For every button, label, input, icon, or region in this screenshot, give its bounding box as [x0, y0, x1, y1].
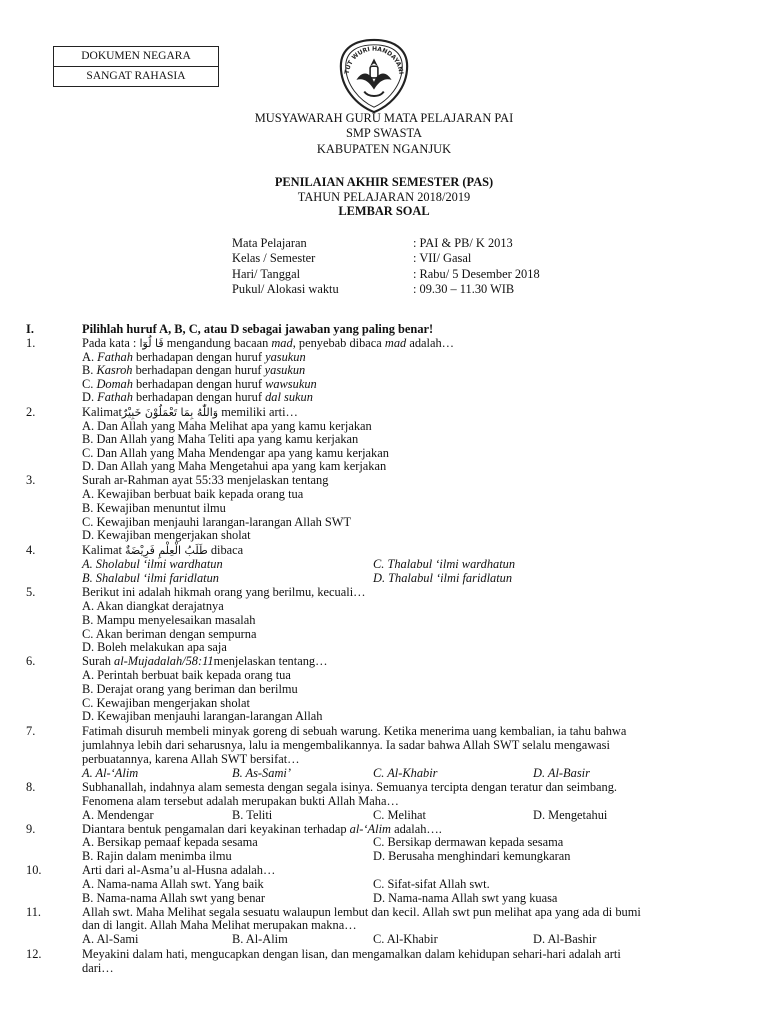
question-number: 10. [26, 863, 42, 877]
sheet-title: LEMBAR SOAL [338, 204, 430, 218]
question-text: Kalimat طَلَبُ الْعِلْمِ فَرِيْضَةٌ dibaca [82, 543, 244, 557]
section-number: I. [26, 322, 34, 336]
option-d: D. Dan Allah yang Maha Mengetahui apa yang kam kerjakan [82, 459, 387, 473]
option-c: C. Kewajiban mengerjakan sholat [82, 696, 250, 710]
question-text: Surah ar-Rahman ayat 55:33 menjelaskan tentang [82, 473, 329, 487]
info-row-date: Hari/ Tanggal : Rabu/ 5 Desember 2018 [232, 267, 540, 281]
option-c: C. Dan Allah yang Maha Mendengar apa yang kamu kerjakan [82, 446, 389, 460]
option-a: A. Mendengar [82, 808, 154, 822]
question-text-line: Fatimah disuruh membeli minyak goreng di sebuah warung. Ketika menerima uang kembalian, ia tahu bahwa [82, 724, 627, 738]
question-text: Surah al-Mujadalah/58:11menjelaskan tentang… [82, 654, 328, 668]
option-b: B. Dan Allah yang Maha Teliti apa yang kamu kerjakan [82, 432, 359, 446]
question-text-line: Fenomena alam tersebut adalah merupakan bukti Allah Maha… [82, 794, 399, 808]
option-d: D. Kewajiban menjauhi larangan-larangan Allah [82, 709, 323, 723]
info-row-time: Pukul/ Alokasi waktu : 09.30 – 11.30 WIB [232, 282, 515, 296]
tut-wuri-handayani-logo [335, 37, 413, 115]
option-c: C. Akan beriman dengan sempurna [82, 627, 257, 641]
question-text: Berikut ini adalah hikmah orang yang berilmu, kecuali… [82, 585, 366, 599]
section-title: Pilihlah huruf A, B, C, atau D sebagai jawaban yang paling benar! [82, 322, 434, 336]
info-row-subject: Mata Pelajaran : PAI & PB/ K 2013 [232, 236, 513, 250]
question-number: 7. [26, 724, 36, 738]
option-a: A. Sholabul ‘ilmi wardhatun [82, 557, 223, 571]
document-classification-box [53, 46, 219, 87]
option-c: C. Al-Khabir [373, 766, 438, 780]
option-c: C. Kewajiban menjauhi larangan-larangan Allah SWT [82, 515, 352, 529]
question-text: Pada kata : قَا لُوٓا mengandung bacaan mad, penyebab dibaca mad adalah… [82, 336, 455, 350]
option-b: B. Teliti [232, 808, 273, 822]
option-c: C. Sifat-sifat Allah swt. [373, 877, 490, 891]
option-c: C. Al-Khabir [373, 932, 438, 946]
question-text-line: dari… [82, 961, 114, 975]
question-number: 9. [26, 822, 36, 836]
question-number: 5. [26, 585, 36, 599]
option-a: A. Fathah berhadapan dengan huruf yasukun [82, 350, 306, 364]
option-c: C. Bersikap dermawan kepada sesama [373, 835, 564, 849]
svg-text:TUT WURI HANDAYANI: TUT WURI HANDAYANI [343, 45, 405, 75]
org-line-2: SMP SWASTA [345, 126, 422, 140]
doc-label-rahasia: SANGAT RAHASIA [54, 66, 218, 86]
option-a: A. Akan diangkat derajatnya [82, 599, 224, 613]
question-number: 3. [26, 473, 36, 487]
option-d: D. Thalabul ‘ilmi faridlatun [373, 571, 513, 585]
option-a: A. Al-Sami [82, 932, 139, 946]
option-b: B. As-Sami’ [232, 766, 291, 780]
option-a: A. Kewajiban berbuat baik kepada orang tua [82, 487, 304, 501]
option-a: A. Perintah berbuat baik kepada orang tua [82, 668, 291, 682]
org-line-1: MUSYAWARAH GURU MATA PELAJARAN PAI [254, 111, 514, 125]
option-b: B. Kewajiban menuntut ilmu [82, 501, 226, 515]
option-a: A. Nama-nama Allah swt. Yang baik [82, 877, 264, 891]
option-c: C. Thalabul ‘ilmi wardhatun [373, 557, 516, 571]
exam-year: TAHUN PELAJARAN 2018/2019 [297, 190, 471, 204]
question-text-line: Allah swt. Maha Melihat segala sesuatu walaupun lembut dan kecil. Allah swt pun melihat apa yang ada di bumi [82, 905, 641, 919]
option-d: D. Nama-nama Allah swt yang kuasa [373, 891, 558, 905]
option-b: B. Kasroh berhadapan dengan huruf yasukun [82, 363, 306, 377]
question-text: Kalimatوَاللّٰهُ بِمَا تَعْمَلُوْنَ خَبِيْرٌ memiliki arti… [82, 405, 298, 419]
question-number: 4. [26, 543, 36, 557]
option-a: A. Al-‘Alim [82, 766, 139, 780]
option-d: D. Boleh melakukan apa saja [82, 640, 227, 654]
question-text-line: perbuatannya, karena Allah SWT bersifat… [82, 752, 300, 766]
question-text: Arti dari al-Asma’u al-Husna adalah… [82, 863, 276, 877]
question-text-line: Subhanallah, indahnya alam semesta dengan segala isinya. Semuanya tercipta dengan teratur dan seimbang. [82, 780, 618, 794]
option-d: D. Al-Basir [533, 766, 590, 780]
option-b: B. Nama-nama Allah swt yang benar [82, 891, 266, 905]
option-d: D. Fathah berhadapan dengan huruf dal sukun [82, 390, 313, 404]
exam-title: PENILAIAN AKHIR SEMESTER (PAS) [274, 175, 494, 189]
question-text-line: Meyakini dalam hati, mengucapkan dengan lisan, dan mengamalkan dalam kehidupan sehari-hari adalah arti [82, 947, 621, 961]
option-a: A. Dan Allah yang Maha Melihat apa yang kamu kerjakan [82, 419, 372, 433]
question-number: 2. [26, 405, 36, 419]
question-number: 6. [26, 654, 36, 668]
option-d: D. Berusaha menghindari kemungkaran [373, 849, 571, 863]
option-a: A. Bersikap pemaaf kepada sesama [82, 835, 258, 849]
option-b: B. Rajin dalam menimba ilmu [82, 849, 232, 863]
option-c: C. Domah berhadapan dengan huruf wawsukun [82, 377, 317, 391]
question-text-line: dan di langit. Allah Maha Melihat merupakan makna… [82, 918, 357, 932]
option-d: D. Al-Bashir [533, 932, 597, 946]
question-text-line: jumlahnya lebih dari seharusnya, lalu ia mengembalikannya. Ia sadar bahwa Allah SWT selalu mengawasi [82, 738, 610, 752]
question-number: 1. [26, 336, 36, 350]
option-b: B. Derajat orang yang beriman dan berilmu [82, 682, 298, 696]
question-number: 8. [26, 780, 36, 794]
option-d: D. Mengetahui [533, 808, 608, 822]
option-b: B. Al-Alim [232, 932, 288, 946]
info-row-class: Kelas / Semester : VII/ Gasal [232, 251, 472, 265]
org-line-3: KABUPATEN NGANJUK [316, 142, 452, 156]
question-number: 12. [26, 947, 42, 961]
option-b: B. Mampu menyelesaikan masalah [82, 613, 256, 627]
doc-label-negara: DOKUMEN NEGARA [81, 50, 191, 62]
option-c: C. Melihat [373, 808, 426, 822]
option-b: B. Shalabul ‘ilmi faridlatun [82, 571, 219, 585]
option-d: D. Kewajiban mengerjakan sholat [82, 528, 251, 542]
question-text: Diantara bentuk pengamalan dari keyakinan terhadap al-‘Alim adalah…. [82, 822, 442, 836]
question-number: 11. [26, 905, 42, 919]
